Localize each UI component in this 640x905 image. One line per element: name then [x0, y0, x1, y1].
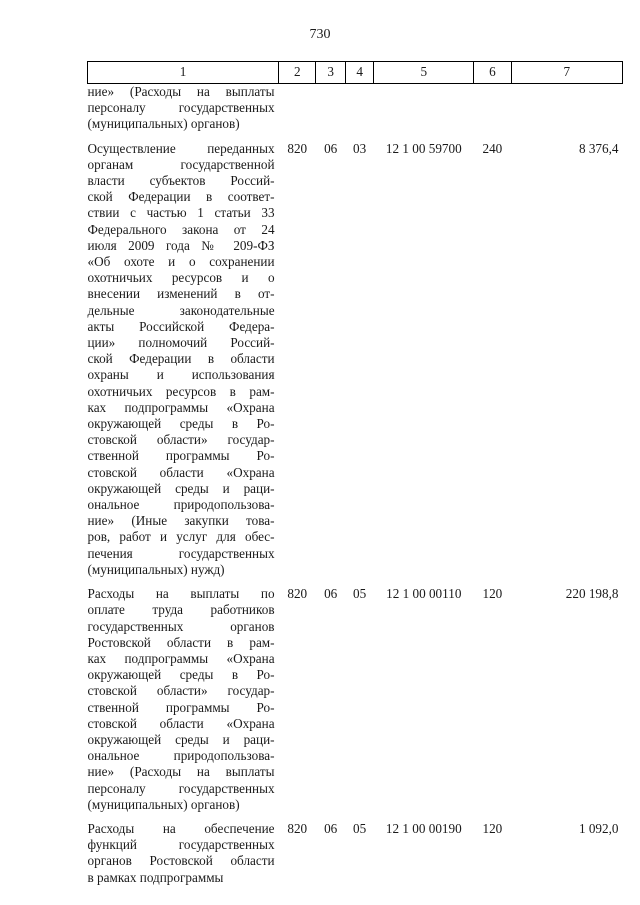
table-header-row: [88, 62, 623, 84]
description-line: Федерального закона от 24: [87, 221, 275, 237]
description-line: ках подпрограммы «Охрана: [87, 650, 275, 666]
description-line: персоналу государственных: [87, 100, 275, 116]
row-description: [88, 84, 279, 141]
description-line: функций государственных: [87, 837, 275, 853]
description-line: Ростовской области в рам-: [87, 634, 275, 650]
description-line: ской Федерации в соответ-: [87, 189, 275, 205]
description-line: ние» (Иные закупки това-: [87, 513, 275, 529]
cell-subsection: [345, 84, 373, 141]
table-row: [88, 141, 623, 586]
cell-section: 06: [324, 820, 338, 836]
cell-amount: 8 376,4: [578, 140, 619, 156]
description-line: ров, работ и услуг для обес-: [87, 529, 275, 545]
description-line: ствии с частью 1 статьи 33: [87, 205, 275, 221]
description-line: окружающей среды и раци-: [87, 480, 275, 496]
column-header-3: 3: [316, 62, 345, 84]
cell-subsection: 05: [353, 820, 367, 836]
column-header-6: 6: [474, 62, 511, 84]
column-header-4: 4: [345, 62, 373, 84]
description-line: стовской области «Охрана: [87, 464, 275, 480]
table-body: [88, 84, 623, 886]
description-line: внесении изменений в от-: [87, 286, 275, 302]
description-line: окружающей среды в Ро-: [87, 416, 275, 432]
row-description: [88, 821, 279, 886]
description-line: печения государственных: [87, 545, 275, 561]
row-description: [88, 586, 279, 821]
description-line: «Об охоте и о сохранении: [87, 254, 275, 270]
cell-gr-code: [279, 84, 316, 141]
description-line: окружающей среды и раци-: [87, 731, 275, 747]
column-header-5: 5: [374, 62, 474, 84]
description-line: ках подпрограммы «Охрана: [87, 399, 275, 415]
cell-expense-type: [474, 84, 511, 141]
description-line: ской Федерации в области: [87, 351, 275, 367]
column-header-7: 7: [511, 62, 622, 84]
budget-table: [87, 61, 623, 886]
cell-target-article: 12 1 00 00110: [386, 586, 462, 602]
description-line: июля 2009 года № 209-ФЗ: [87, 237, 275, 253]
cell-target-article: 12 1 00 59700: [385, 140, 462, 156]
description-line: ональное природопользова-: [87, 748, 275, 764]
cell-amount: [511, 84, 622, 141]
description-line: ональное природопользова-: [87, 497, 275, 513]
description-line: охраны и использования: [87, 367, 275, 383]
description-line: оплате труда работников: [87, 602, 275, 618]
description-line: органам государственной: [87, 156, 275, 172]
cell-section: [316, 84, 345, 141]
description-line: (муниципальных) органов): [87, 796, 240, 812]
table-row: [88, 821, 623, 886]
cell-amount: 220 198,8: [565, 586, 619, 602]
description-line: акты Российской Федера-: [87, 318, 275, 334]
description-line: ственной программы Ро-: [87, 448, 275, 464]
description-line: ние» (Расходы на выплаты: [87, 764, 275, 780]
description-line: в рамках подпрограммы: [87, 869, 224, 885]
description-line: стовской области» государ-: [87, 432, 275, 448]
cell-expense-type: 120: [482, 586, 503, 602]
description-line: ние» (Расходы на выплаты: [87, 84, 275, 99]
row-description: [88, 141, 279, 586]
cell-target-article: [374, 84, 474, 141]
description-line: (муниципальных) нужд): [87, 561, 225, 577]
description-line: персоналу государственных: [87, 780, 275, 796]
cell-subsection: 05: [353, 586, 367, 602]
description-line: ственной программы Ро-: [87, 699, 275, 715]
description-line: стовской области «Охрана: [87, 715, 275, 731]
description-line: ции» полномочий Россий-: [87, 335, 275, 351]
page-number: 730: [309, 27, 331, 42]
cell-gr-code: 820: [287, 586, 308, 602]
description-line: Расходы на выплаты по: [87, 586, 275, 602]
description-line: Расходы на обеспечение: [87, 820, 275, 836]
description-line: окружающей среды в Ро-: [87, 667, 275, 683]
cell-amount: 1 092,0: [578, 820, 619, 836]
cell-expense-type: 120: [482, 820, 503, 836]
cell-target-article: 12 1 00 00190: [385, 820, 462, 836]
cell-gr-code: 820: [287, 820, 308, 836]
column-header-1: 1: [88, 62, 279, 84]
description-line: охотничьих ресурсов и о: [87, 270, 275, 286]
cell-gr-code: 820: [287, 140, 308, 156]
description-line: органов Ростовской области: [87, 853, 275, 869]
table-row: [88, 586, 623, 821]
description-line: стовской области» государ-: [87, 683, 275, 699]
cell-expense-type: 240: [482, 140, 503, 156]
description-line: дельные законодательные: [87, 302, 275, 318]
description-line: власти субъектов Россий-: [87, 173, 275, 189]
column-header-2: 2: [279, 62, 316, 84]
description-line: Осуществление переданных: [87, 140, 275, 156]
cell-section: 06: [324, 140, 338, 156]
cell-section: 06: [324, 586, 338, 602]
description-line: государственных органов: [87, 618, 275, 634]
table-row: [88, 84, 623, 141]
description-line: (муниципальных) органов): [87, 116, 240, 132]
description-line: охотничьих ресурсов в рам-: [87, 383, 275, 399]
cell-subsection: 03: [353, 140, 367, 156]
